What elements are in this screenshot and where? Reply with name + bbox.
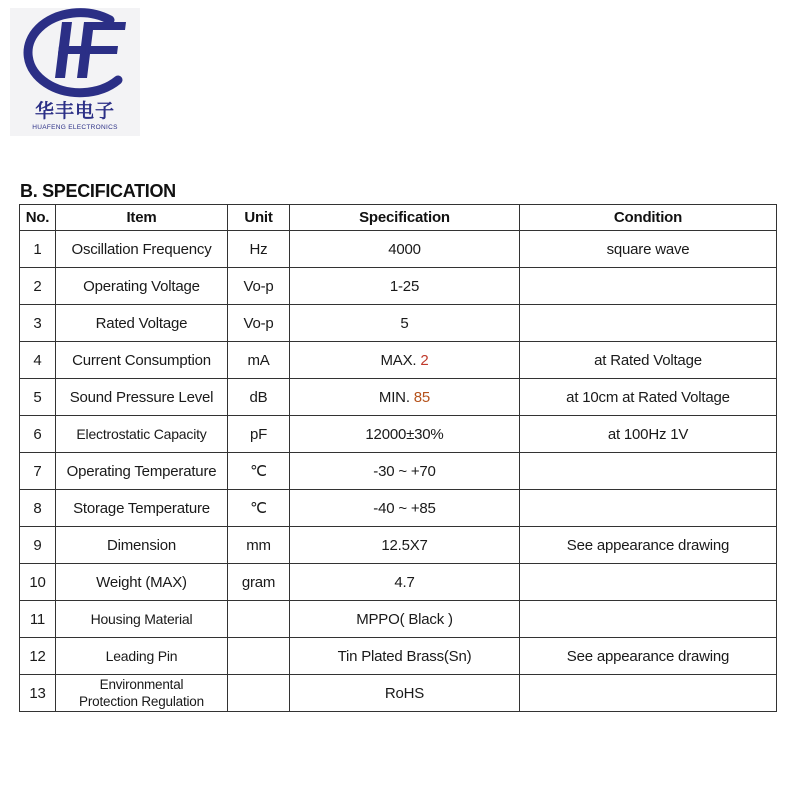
cell-condition: at Rated Voltage (520, 342, 777, 379)
cell-no: 1 (20, 231, 56, 268)
cell-unit: mA (228, 342, 290, 379)
company-name-english: HUAFENG ELECTRONICS (32, 124, 118, 131)
cell-item: Storage Temperature (56, 490, 228, 527)
specification-table (19, 204, 777, 712)
header-specification: Specification (290, 205, 520, 231)
cell-spec: 12.5X7 (290, 527, 520, 564)
table-row (20, 601, 777, 638)
cell-unit: Vo-p (228, 305, 290, 342)
cell-condition: at 10cm at Rated Voltage (520, 379, 777, 416)
header-unit: Unit (228, 205, 290, 231)
cell-item: Housing Material (56, 601, 228, 638)
cell-condition (520, 564, 777, 601)
table-row (20, 305, 777, 342)
cell-spec: MPPO( Black ) (290, 601, 520, 638)
table-row (20, 490, 777, 527)
cell-spec: -30 ~ +70 (290, 453, 520, 490)
cell-unit: ℃ (228, 490, 290, 527)
table-row (20, 342, 777, 379)
cell-condition: See appearance drawing (520, 638, 777, 675)
cell-spec: 1-25 (290, 268, 520, 305)
spec-prefix: MAX. (380, 351, 417, 369)
cell-item: Oscillation Frequency (56, 231, 228, 268)
cell-condition (520, 675, 777, 712)
table-header-row (20, 205, 777, 231)
cell-unit: gram (228, 564, 290, 601)
cell-unit: mm (228, 527, 290, 564)
spec-value-highlight: 2 (420, 351, 429, 369)
cell-item (56, 675, 228, 712)
table-row (20, 638, 777, 675)
hf-logo-mark (10, 8, 140, 100)
cell-condition: See appearance drawing (520, 527, 777, 564)
cell-spec: 4000 (290, 231, 520, 268)
cell-no: 2 (20, 268, 56, 305)
cell-unit (228, 638, 290, 675)
cell-unit: Vo-p (228, 268, 290, 305)
table-row (20, 564, 777, 601)
cell-unit: ℃ (228, 453, 290, 490)
cell-no: 13 (20, 675, 56, 712)
table-row (20, 416, 777, 453)
cell-item: Current Consumption (56, 342, 228, 379)
cell-unit (228, 601, 290, 638)
table-row (20, 527, 777, 564)
cell-no: 10 (20, 564, 56, 601)
company-logo (10, 8, 140, 136)
cell-unit: dB (228, 379, 290, 416)
cell-spec (290, 379, 520, 416)
cell-item: Operating Voltage (56, 268, 228, 305)
cell-spec: 12000±30% (290, 416, 520, 453)
table-row (20, 453, 777, 490)
company-name-chinese: 华丰电子 (34, 100, 115, 122)
cell-spec: -40 ~ +85 (290, 490, 520, 527)
logo-letters (55, 22, 126, 78)
table-row (20, 231, 777, 268)
table-row (20, 379, 777, 416)
cell-condition (520, 268, 777, 305)
item-line-2: Protection Regulation (79, 694, 204, 709)
cell-no: 4 (20, 342, 56, 379)
cell-no: 5 (20, 379, 56, 416)
cell-condition: square wave (520, 231, 777, 268)
cell-spec: 5 (290, 305, 520, 342)
cell-condition: at 100Hz 1V (520, 416, 777, 453)
cell-no: 8 (20, 490, 56, 527)
cell-spec: RoHS (290, 675, 520, 712)
header-no: No. (20, 205, 56, 231)
spec-prefix: MIN. (378, 388, 410, 406)
cell-unit (228, 675, 290, 712)
cell-no: 12 (20, 638, 56, 675)
cell-no: 11 (20, 601, 56, 638)
cell-item: Sound Pressure Level (56, 379, 228, 416)
item-line-1: Environmental (99, 677, 184, 692)
cell-no: 7 (20, 453, 56, 490)
header-condition: Condition (520, 205, 777, 231)
cell-condition (520, 490, 777, 527)
cell-spec (290, 342, 520, 379)
cell-item: Electrostatic Capacity (56, 416, 228, 453)
cell-item: Operating Temperature (56, 453, 228, 490)
cell-no: 3 (20, 305, 56, 342)
cell-item: Dimension (56, 527, 228, 564)
cell-no: 6 (20, 416, 56, 453)
section-title: B. SPECIFICATION (20, 181, 176, 201)
header-item: Item (56, 205, 228, 231)
cell-condition (520, 305, 777, 342)
cell-item: Rated Voltage (56, 305, 228, 342)
cell-unit: Hz (228, 231, 290, 268)
cell-item: Leading Pin (56, 638, 228, 675)
cell-spec: Tin Plated Brass(Sn) (290, 638, 520, 675)
cell-condition (520, 601, 777, 638)
spec-value-highlight: 85 (413, 388, 431, 406)
cell-no: 9 (20, 527, 56, 564)
table-row (20, 268, 777, 305)
cell-condition (520, 453, 777, 490)
table-row (20, 675, 777, 712)
cell-spec: 4.7 (290, 564, 520, 601)
cell-unit: pF (228, 416, 290, 453)
cell-item: Weight (MAX) (56, 564, 228, 601)
